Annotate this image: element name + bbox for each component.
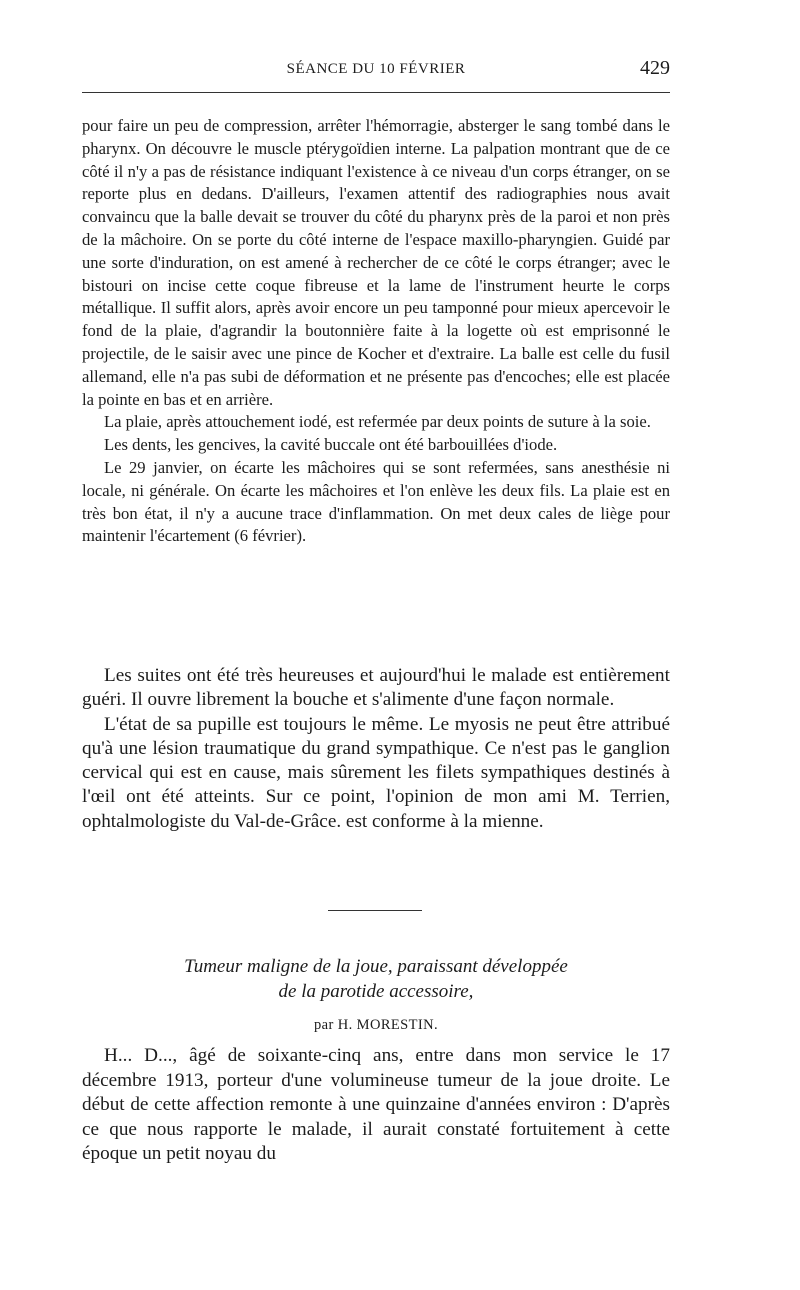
article-title-line: de la parotide accessoire, bbox=[278, 981, 474, 1002]
article-title bbox=[82, 954, 670, 1004]
page-number: 429 bbox=[640, 57, 670, 79]
article-author: par H. MORESTIN. bbox=[314, 1017, 438, 1033]
running-title: SÉANCE DU 10 FÉVRIER bbox=[286, 61, 466, 77]
paragraph: Les suites ont été très heureuses et aujourd'hui le malade est entièrement guéri. Il ouvre librement la bouche et s'alimente d'une façon normale. bbox=[82, 665, 670, 711]
paragraph: Les dents, les gencives, la cavité buccale ont été barbouillées d'iode. bbox=[104, 435, 558, 455]
paragraph: L'état de sa pupille est toujours le même. Le myosis ne peut être attribué qu'à une lésion traumatique du grand sympathique. Ce n'est pas le ganglion cervical qui est en cause, mais sûrement les filets sympathiques destinés à l'œil ont été atteints. Sur ce point, l'opinion de mon ami M. Terrien, ophtalmologiste du Val-de-Grâce. est conforme à la mienne. bbox=[82, 713, 670, 832]
case-notes bbox=[82, 115, 670, 548]
paragraph: H... D..., âgé de soixante-cinq ans, entre dans mon service le 17 décembre 1913, porteur d'une volumineuse tumeur de la joue droite. Le début de cette affection remonte à une quinzaine d'années environ : D'après ce que nous rapporte le malade, il aurait constaté fortuitement à cette époque un petit noyau du bbox=[82, 1045, 670, 1164]
section-divider bbox=[328, 910, 422, 911]
article-body bbox=[82, 1044, 670, 1167]
paragraph: Le 29 janvier, on écarte les mâchoires qui se sont refermées, sans anesthésie ni locale, ni générale. On écarte les mâchoires et l'on enlève les deux fils. La plaie est en très bon état, il n'y a aucune trace d'inflammation. On met deux cales de liège pour maintenir l'écartement (6 février). bbox=[82, 457, 670, 546]
paragraph: La plaie, après attouchement iodé, est refermée par deux points de suture à la soie. bbox=[104, 412, 651, 432]
running-header bbox=[82, 52, 670, 93]
paragraph: pour faire un peu de compression, arrêter l'hémorragie, absterger le sang tombé dans le pharynx. On découvre le muscle ptérygoïdien interne. La palpation montrant que de ce côté il n'y a pas de résistance indiquant l'existence à ce niveau d'un corps étranger, on se reporte plus en dedans. D'ailleurs, l'examen attentif des radiographies nous avait convaincu que la balle devait se trouver du côté du pharynx près de la paroi et non près de la mâchoire. On se porte du côté interne de l'espace maxillo-pharyngien. Guidé par une sorte d'induration, on est amené à rechercher de ce côté le corps étranger; avec le bistouri on incise cette coque fibreuse et la lame de l'instrument heurte le corps métallique. Il suffit alors, après avoir encore un peu tamponné pour mieux apercevoir le fond de la plaie, d'agrandir la boutonnière faite à la logette où est emprisonné le projectile, de le saisir avec une pince de Kocher et d'extraire. La balle est celle du fusil allemand, elle n'a pas subi de déformation et ne présente pas d'encoches; elle est placée la pointe en bas et en arrière. bbox=[82, 116, 670, 409]
conclusion-text bbox=[82, 664, 670, 834]
article-title-line: Tumeur maligne de la joue, paraissant développée bbox=[184, 956, 568, 977]
